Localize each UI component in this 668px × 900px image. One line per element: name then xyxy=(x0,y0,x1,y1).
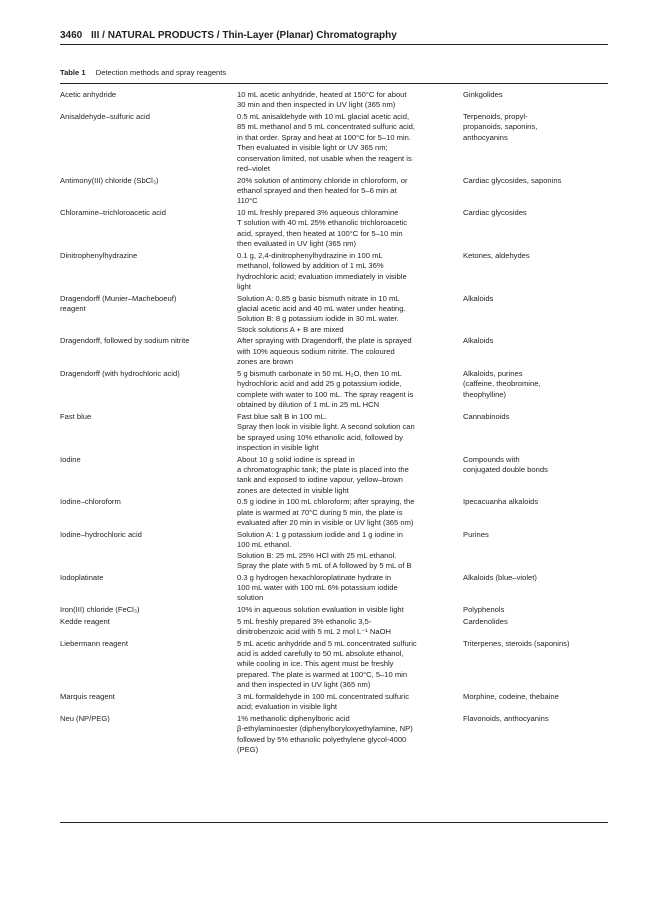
compounds-cell: Cannabinoids xyxy=(463,411,510,421)
compounds-cell: Ipecacuanha alkaloids xyxy=(463,497,539,507)
table-top-rule xyxy=(60,83,608,84)
method-cell: Solution A: 1 g potassium iodide and 1 g iodine in 100 mL ethanol. Solution B: 25 mL 25% HCl with 25 mL ethanol. Spray the plate with 5 mL of A followed by 5 mL of B xyxy=(237,529,412,570)
compounds-cell: Ginkgolides xyxy=(463,90,503,99)
running-header xyxy=(60,29,608,43)
table-row xyxy=(60,176,608,207)
method-cell: 5 mL freshly prepared 3% ethanolic 3,5- dinitrobenzoic acid with 5 mL 2 mol L⁻¹ NaOH xyxy=(237,616,391,636)
reagent-cell: Kedde reagent xyxy=(60,616,110,626)
method-cell: 10 mL freshly prepared 3% aqueous chloramine T solution with 40 mL 25% ethanolic trichloroacetic acid, sprayed, then heated at 100°C for 5–10 min then evaluated in UV light (365 nm) xyxy=(237,208,408,249)
reagent-cell: Chloramine–trichloroacetic acid xyxy=(60,208,166,218)
header-rule xyxy=(60,44,608,45)
table-body xyxy=(60,90,608,757)
reagent-cell: Dinitrophenylhydrazine xyxy=(60,250,138,260)
table-row xyxy=(60,336,608,367)
method-cell: 10% in aqueous solution evaluation in visible light xyxy=(237,604,404,614)
compounds-cell: Flavonoids, anthocyanins xyxy=(463,713,549,723)
compounds-cell: Triterpenes, steroids (saponins) xyxy=(463,638,570,648)
table-row xyxy=(60,605,608,615)
table-label: Table 1 xyxy=(60,68,86,77)
method-cell: 0.1 g, 2,4-dinitrophenylhydrazine in 100 mL methanol, followed by addition of 1 mL 36% hydrochloric acid; evaluation immediately in visible light xyxy=(237,250,407,292)
method-cell: Fast blue salt B in 100 mL. Spray then look in visible light. A second solution can be sprayed using 10% ethanolic acid, followed by inspection in visible light xyxy=(237,411,415,452)
method-cell: 10 mL acetic anhydride, heated at 150°C for about 30 min and then inspected in UV light (365 nm) xyxy=(237,90,407,110)
table-row xyxy=(60,714,608,756)
method-cell: After spraying with Dragendorff, the plate is sprayed with 10% aqueous sodium nitrite. The coloured zones are brown xyxy=(237,336,412,367)
table-row xyxy=(60,294,608,336)
compounds-cell: Alkaloids xyxy=(463,336,494,346)
table-row xyxy=(60,412,608,454)
table-row xyxy=(60,692,608,713)
table-row xyxy=(60,251,608,293)
method-cell: 20% solution of antimony chloride in chloroform, or ethanol sprayed and then heated for 5–6 min at 110°C xyxy=(237,175,408,206)
table-bottom-rule xyxy=(60,822,608,823)
method-cell: 0.5 mL anisaldehyde with 10 mL glacial acetic acid, 85 mL methanol and 5 mL concentrated sulfuric acid, in that order. Spray and heat at 100°C for 5–10 min. Then evaluated in visible light or UV 365 nm; conservation limited, not usable when the reagent is red–violet xyxy=(237,112,415,174)
reagent-cell: Iodine–hydrochloric acid xyxy=(60,529,142,539)
compounds-cell: Purines xyxy=(463,529,489,539)
method-cell: 5 g bismuth carbonate in 50 mL H₂O, then 10 mL hydrochloric acid and add 25 g potassium iodide, complete with water to 100 mL. The spray reagent is obtained by dilution of 1 mL in 25 mL HCN xyxy=(237,368,414,410)
page-number: 3460 xyxy=(60,30,83,41)
reagent-cell: Iron(III) chloride (FeCl₃) xyxy=(60,604,140,614)
table-row xyxy=(60,208,608,250)
reagent-cell: Marquis reagent xyxy=(60,691,115,701)
reagent-cell: Iodine–chloroform xyxy=(60,497,121,507)
reagent-cell: Dragendorff (with hydrochloric acid) xyxy=(60,368,180,378)
reagent-cell: Neu (NP/PEG) xyxy=(60,713,110,723)
table-caption xyxy=(60,68,226,78)
compounds-cell: Terpenoids, propyl- propanoids, saponins, anthocyanins xyxy=(463,112,538,142)
reagent-cell: Anisaldehyde–sulfuric acid xyxy=(60,112,150,121)
table-row xyxy=(60,497,608,528)
compounds-cell: Morphine, codeine, thebaine xyxy=(463,691,559,701)
compounds-cell: Cardenolides xyxy=(463,616,508,626)
reagent-cell: Acetic anhydride xyxy=(60,90,117,99)
compounds-cell: Alkaloids (blue–violet) xyxy=(463,572,537,582)
method-cell: 0.3 g hydrogen hexachloroplatinate hydrate in 100 mL water with 100 mL 6% potassium iodide solution xyxy=(237,572,398,603)
table-row xyxy=(60,617,608,638)
table-row xyxy=(60,639,608,691)
reagent-cell: Antimony(III) chloride (SbCl₃) xyxy=(60,175,159,185)
running-title: III / NATURAL PRODUCTS / Thin-Layer (Planar) Chromatography xyxy=(91,30,397,41)
method-cell: 0.5 g iodine in 100 mL chloroform; after spraying, the plate is warmed at 70°C during 5 min, the plate is evaluated after 20 min in visible or UV light (365 nm) xyxy=(237,497,415,528)
compounds-cell: Ketones, aldehydes xyxy=(463,250,530,260)
compounds-cell: Cardiac glycosides xyxy=(463,208,527,218)
table-row xyxy=(60,530,608,572)
table-row xyxy=(60,112,608,174)
method-cell: Solution A: 0.85 g basic bismuth nitrate in 10 mL glacial acetic acid and 40 mL water under heating. Solution B: 8 g potassium iodide in 30 mL water. Stock solutions A + B are mixed xyxy=(237,293,406,334)
reagent-cell: Iodoplatinate xyxy=(60,572,104,582)
method-cell: 5 mL acetic anhydride and 5 mL concentrated sulfuric acid is added carefully to 50 mL absolute ethanol, while cooling in ice. This agent must be freshly prepared. The plate is warmed at 100°C, 5–10 min and then inspected in UV light (365 nm) xyxy=(237,638,417,690)
method-cell: 1% methanolic diphenylboric acid β-ethylaminoester (diphenylboryloxyethylamine, NP) followed by 5% ethanolic polyethylene glycol-4000 (PEG) xyxy=(237,713,413,754)
compounds-cell: Alkaloids, purines (caffeine, theobromine, theophylline) xyxy=(463,368,541,399)
reagent-cell: Dragendorff, followed by sodium nitrite xyxy=(60,336,190,346)
table-row xyxy=(60,573,608,604)
compounds-cell: Polyphenols xyxy=(463,604,505,614)
reagent-cell: Liebermann reagent xyxy=(60,638,128,648)
reagent-cell: Fast blue xyxy=(60,411,92,421)
table-title: Detection methods and spray reagents xyxy=(95,68,227,77)
reagent-cell: Dragendorff (Munier–Macheboeuf) reagent xyxy=(60,293,177,314)
method-cell: 3 mL formaldehyde in 100 mL concentrated sulfuric acid; evaluation in visible light xyxy=(237,691,410,712)
table-row xyxy=(60,90,608,111)
table-row xyxy=(60,369,608,411)
compounds-cell: Compounds with conjugated double bonds xyxy=(463,454,548,474)
method-cell: About 10 g solid iodine is spread in a chromatographic tank; the plate is placed into the tank and exposed to iodine vapour, yellow–brown zones are detected in visible light xyxy=(237,454,409,495)
compounds-cell: Alkaloids xyxy=(463,293,494,303)
reagent-cell: Iodine xyxy=(60,454,81,464)
table-row xyxy=(60,455,608,497)
compounds-cell: Cardiac glycosides, saponins xyxy=(463,175,562,185)
